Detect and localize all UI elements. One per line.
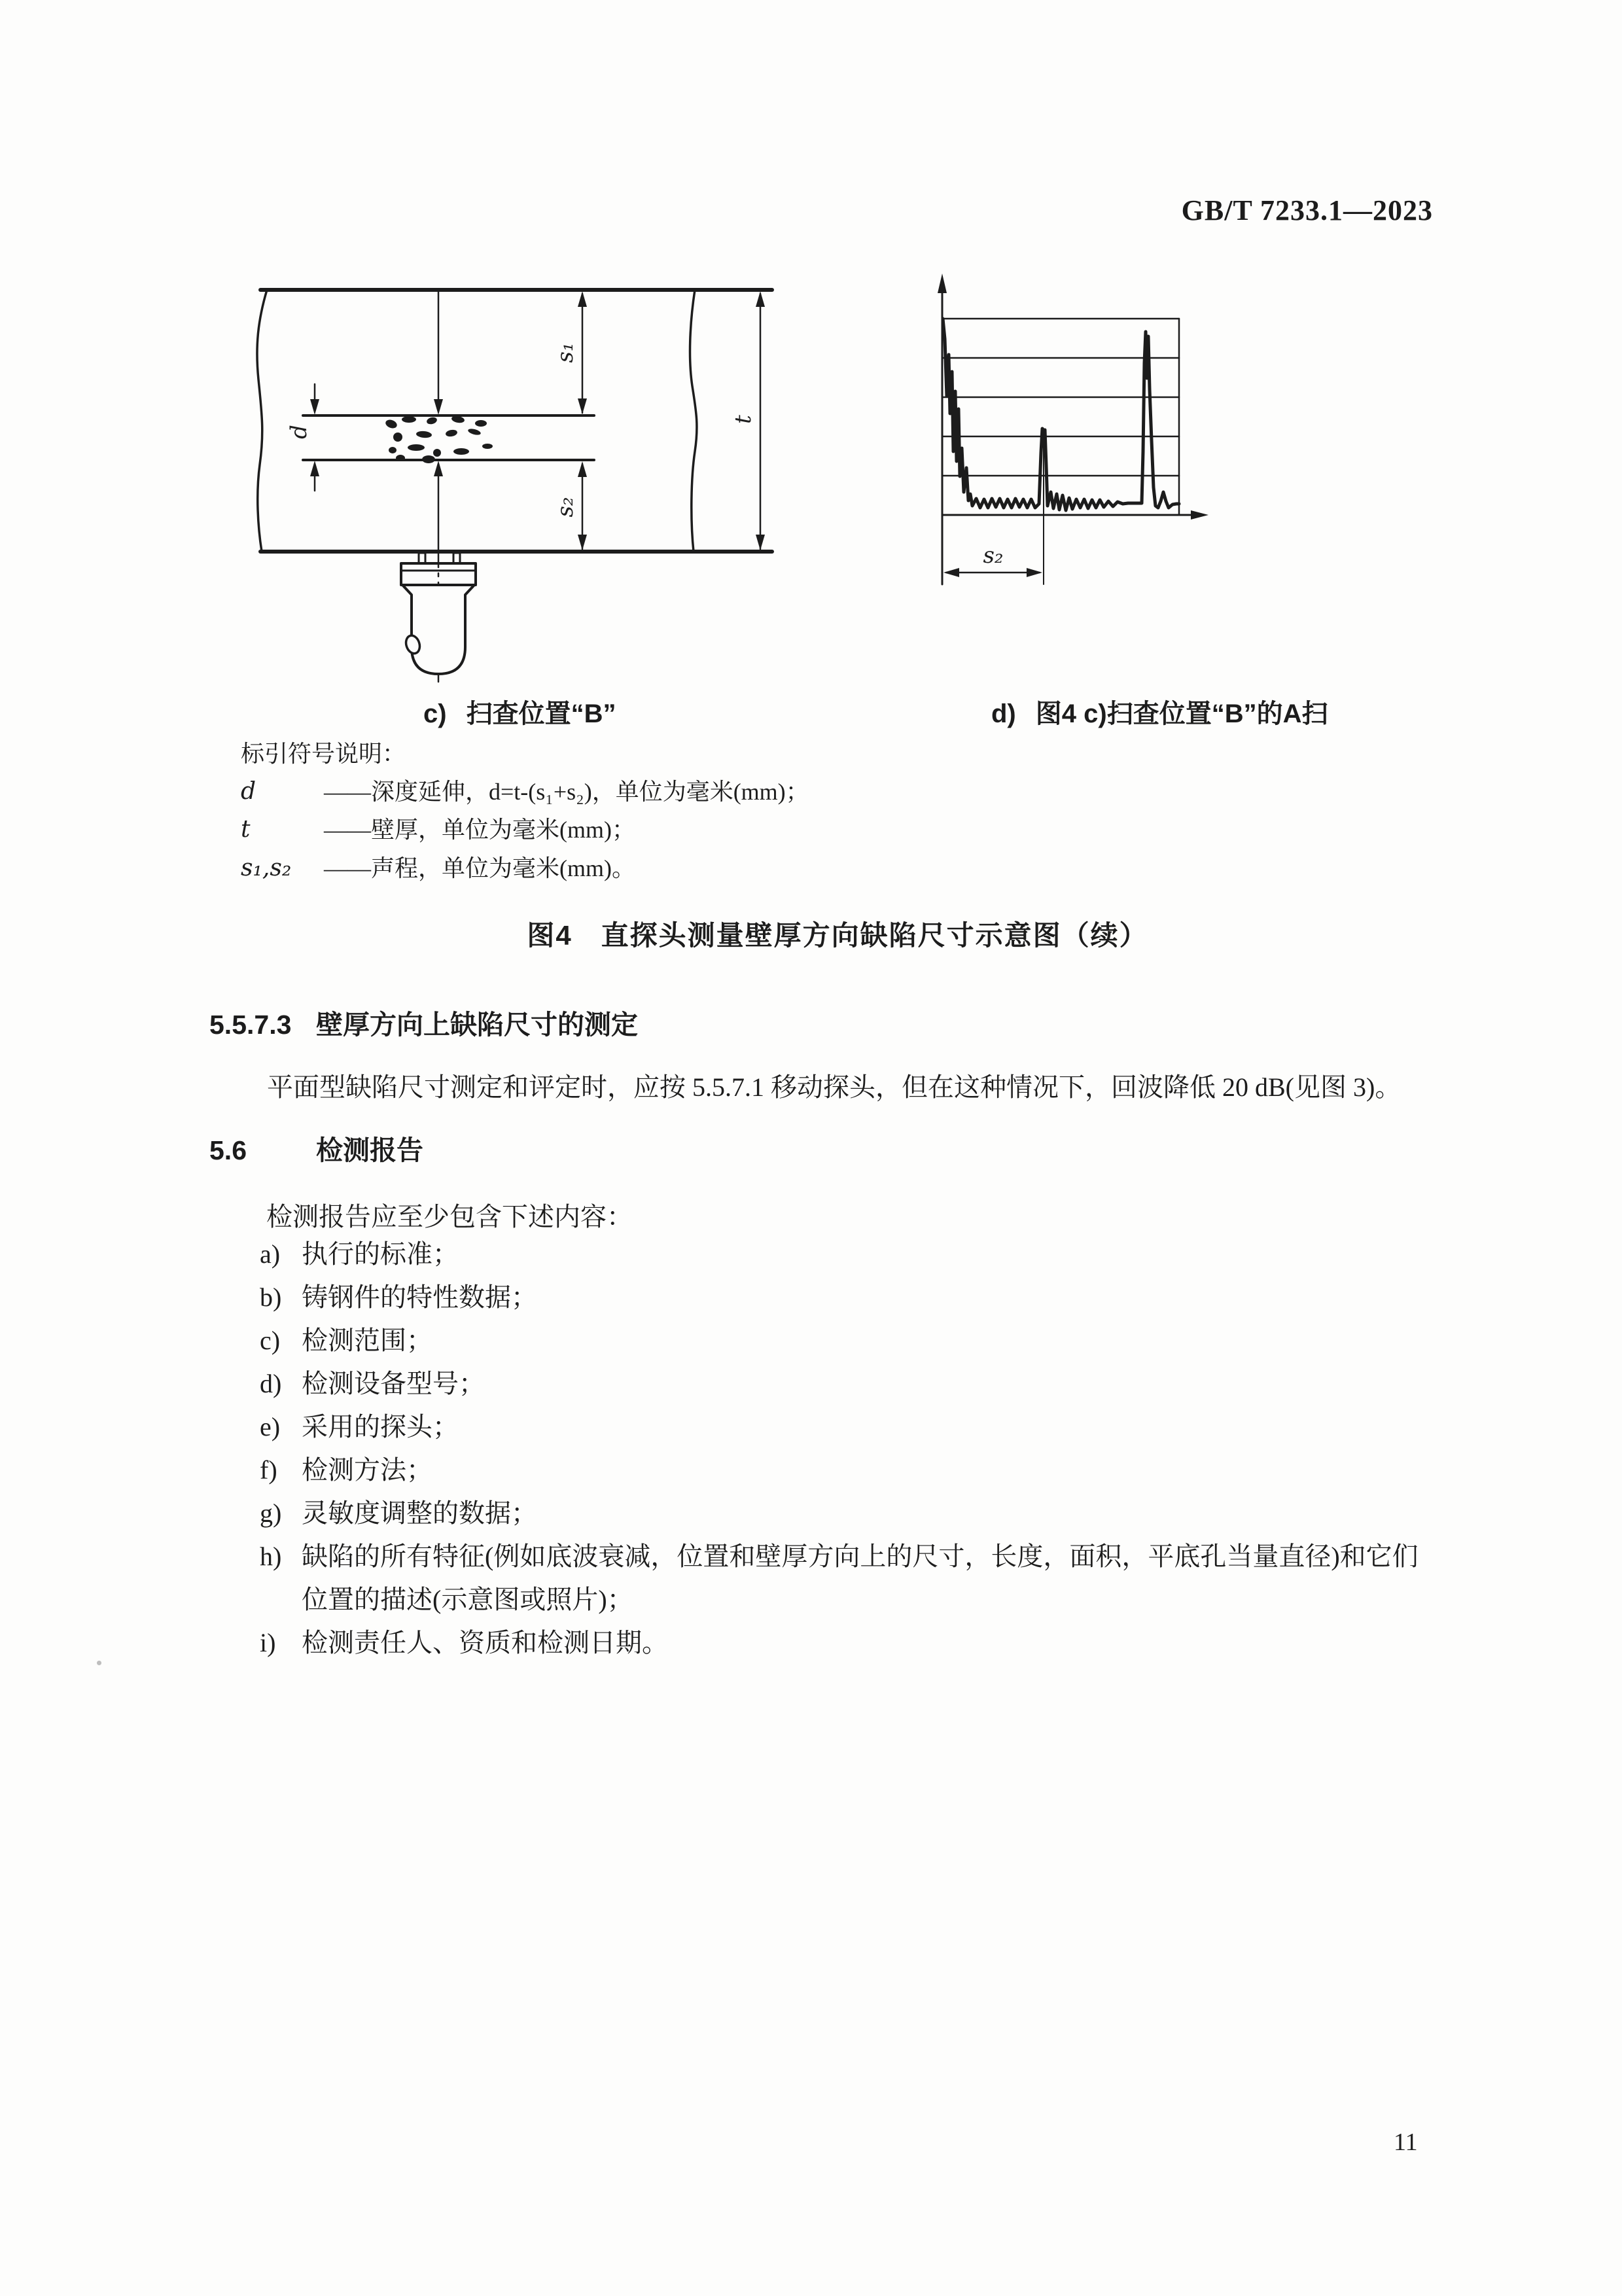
list-item (260, 1233, 1434, 1276)
item-text: 检测方法； (302, 1455, 432, 1485)
section-number: 5.5.7.3 (209, 1010, 292, 1040)
item-letter: f) (260, 1455, 277, 1485)
item-text: 灵敏度调整的数据； (302, 1498, 537, 1528)
figure-title: 图4 直探头测量壁厚方向缺陷尺寸示意图（续） (527, 920, 1148, 951)
dimension-s1 (578, 291, 587, 414)
caption-text: 图4 c)扫查位置“B”的A扫 (1035, 699, 1328, 728)
legend-symbol: d (241, 778, 256, 805)
list-item (260, 1405, 1434, 1449)
dimension-t (756, 291, 765, 550)
item-text: 铸钢件的特性数据； (302, 1282, 537, 1312)
item-text: 检测责任人、资质和检测日期。 (302, 1628, 668, 1657)
list-item (260, 1319, 1434, 1362)
break-line-left (257, 290, 267, 552)
label-s2: s₂ (552, 497, 578, 518)
legend-item (241, 853, 1222, 884)
legend-item (241, 814, 1222, 845)
item-letter: g) (260, 1498, 282, 1528)
section-body-5573: 平面型缺陷尺寸测定和评定时，应按 5.5.7.1 移动探头，但在这种情况下，回波降低 20 dB(见图 3)。 (267, 1072, 1402, 1102)
item-letter: i) (260, 1628, 276, 1657)
page-number: 11 (1394, 2128, 1418, 2156)
list-item (260, 1621, 1434, 1665)
break-line-right (690, 290, 697, 552)
legend-item (241, 776, 1222, 807)
report-intro: 检测报告应至少包含下述内容： (266, 1202, 633, 1231)
defect-blobs (384, 415, 493, 463)
figure-4c-caption (423, 698, 616, 730)
item-text: 执行的标准； (302, 1239, 459, 1269)
figure-4d-ascan (916, 255, 1256, 622)
legend-desc: ——壁厚，单位为毫米(mm)； (324, 817, 635, 843)
legend-desc: ——深度延伸，d=t-(s₁+s₂)，单位为毫米(mm)； (324, 779, 809, 805)
item-letter: b) (260, 1282, 282, 1312)
legend-title: 标引符号说明： (241, 741, 406, 767)
caption-letter: c) (423, 699, 447, 728)
figure-4d-caption (991, 698, 1328, 730)
list-item (260, 1492, 1434, 1535)
list-item (260, 1449, 1434, 1492)
legend-symbol: t (241, 816, 251, 843)
section-title: 壁厚方向上缺陷尺寸的测定 (316, 1010, 638, 1040)
section-heading-56 (209, 1134, 1426, 1167)
probe (401, 553, 476, 674)
item-letter: h) (260, 1542, 282, 1571)
ascan-dimension-s2 (943, 568, 1042, 577)
item-text: 缺陷的所有特征(例如底波衰减，位置和壁厚方向上的尺寸，长度，面积，平底孔当量直径)和它们位置的描述(示意图或照片)； (302, 1542, 1419, 1614)
ascan-label-s2: s₂ (983, 542, 1004, 569)
standard-code: GB/T 7233.1—2023 (1181, 194, 1433, 226)
label-t: t (730, 415, 756, 424)
ascan-x-axis (942, 510, 1208, 520)
list-item (260, 1535, 1434, 1621)
section-title: 检测报告 (316, 1135, 423, 1165)
item-text: 检测设备型号； (302, 1369, 485, 1398)
caption-text: 扫查位置“B” (466, 699, 616, 728)
scan-artifact-dot (97, 1661, 101, 1665)
ascan-waveform (943, 319, 1179, 510)
section-number: 5.6 (209, 1135, 247, 1165)
item-letter: d) (260, 1369, 282, 1398)
list-item (260, 1362, 1434, 1405)
legend-symbol: s₁,s₂ (241, 855, 292, 881)
item-text: 检测范围； (302, 1326, 432, 1355)
section-heading-5573 (209, 1008, 1426, 1041)
item-text: 采用的探头； (302, 1412, 459, 1441)
item-letter: c) (260, 1326, 281, 1355)
dimension-s2 (578, 461, 587, 550)
report-item-list (260, 1233, 1434, 1665)
item-letter: a) (260, 1239, 281, 1269)
list-item (260, 1276, 1434, 1319)
label-s1: s₁ (552, 342, 578, 363)
item-letter: e) (260, 1412, 281, 1441)
caption-letter: d) (991, 699, 1016, 728)
legend-desc: ——声程，单位为毫米(mm)。 (324, 855, 635, 881)
label-d: d (286, 425, 312, 439)
figure-4c-diagram (222, 262, 811, 720)
